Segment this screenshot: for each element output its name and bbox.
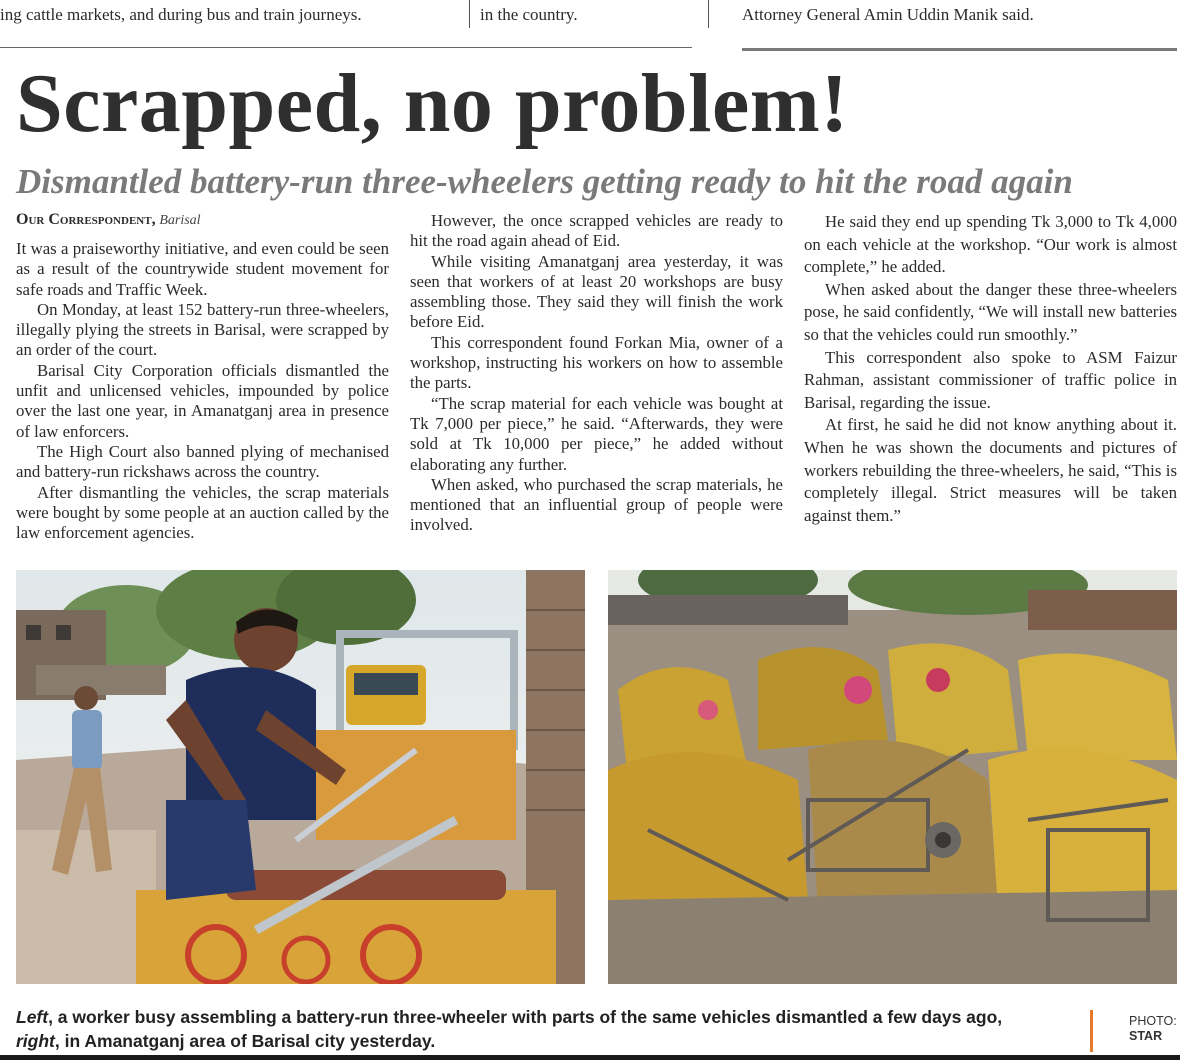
credit-divider-bar xyxy=(1090,1010,1093,1052)
section-rule xyxy=(0,47,692,48)
article-paragraph: When asked, who purchased the scrap materials, he mentioned that an influential group of people were involved. xyxy=(410,474,783,535)
photo-caption xyxy=(16,1005,1016,1053)
headline: Scrapped, no problem! xyxy=(16,57,849,150)
caption-left-word: Left xyxy=(16,1007,49,1027)
caption-right-word: right xyxy=(16,1031,55,1051)
column-divider xyxy=(469,0,470,28)
photo-credit xyxy=(1129,1014,1177,1044)
byline xyxy=(16,210,389,231)
article-paragraph: While visiting Amanatganj area yesterday, it was seen that workers of at least 20 workshops are busy assembling those. They said they will finish the work before Eid. xyxy=(410,251,783,332)
article-paragraph: At first, he said he did not know anything about it. When he was shown the documents and pictures of workers rebuilding the three-wheelers, he said, “This is completely illegal. Strict measures will be taken against them.” xyxy=(804,415,1177,525)
article-column-2 xyxy=(410,211,783,536)
article-paragraph: However, the once scrapped vehicles are ready to hit the road again ahead of Eid. xyxy=(410,211,783,251)
prev-article-snippet-right: Attorney General Amin Uddin Manik said. xyxy=(742,5,1034,24)
subheadline: Dismantled battery-run three-wheelers getting ready to hit the road again xyxy=(16,162,1073,201)
photo-worker-assembling xyxy=(16,570,585,984)
caption-part-2: , in Amanatganj area of Barisal city yesterday. xyxy=(54,1031,436,1051)
photo-worker-illustration xyxy=(16,570,585,984)
article-paragraph: Barisal City Corporation officials dismantled the unfit and unlicensed vehicles, impounded by police over the last one year, in Amanatganj area in presence of law enforcers. xyxy=(16,360,389,441)
article-paragraph: It was a praiseworthy initiative, and even could be seen as a result of the countrywide student movement for safe roads and Traffic Week. xyxy=(16,239,389,299)
article-paragraph: When asked about the danger these three-wheelers pose, he said confidently, “We will install new batteries so that the vehicles could run smoothly.” xyxy=(804,279,1177,344)
article-paragraph: He said they end up spending Tk 3,000 to Tk 4,000 on each vehicle at the workshop. “Our work is almost complete,” he added. xyxy=(804,212,1177,277)
byline-author: Our Correspondent, xyxy=(16,211,156,228)
section-rule xyxy=(742,48,1177,51)
article-column-1 xyxy=(16,210,389,543)
caption-part-1: , a worker busy assembling a battery-run three-wheeler with parts of the same vehicles dismantled a few days ago, xyxy=(48,1007,1003,1027)
article-paragraph: This correspondent found Forkan Mia, owner of a workshop, instructing his workers on how to assemble the parts. xyxy=(410,332,783,393)
prev-article-snippet-middle: in the country. xyxy=(480,5,578,24)
prev-article-snippet-left: ing cattle markets, and during bus and train journeys. xyxy=(0,5,362,24)
photo-credit-label: PHOTO: xyxy=(1129,1014,1177,1028)
article-column-3 xyxy=(804,211,1177,527)
article-paragraph: “The scrap material for each vehicle was bought at Tk 7,000 per piece,” he said. “Afterwards, they were sold at Tk 10,000 per piece,” he added without elaborating any further. xyxy=(410,393,783,474)
byline-location: Barisal xyxy=(159,213,201,228)
article-paragraph: On Monday, at least 152 battery-run three-wheelers, illegally plying the streets in Barisal, were scrapped by an order of the court. xyxy=(16,299,389,360)
photo-credit-source: STAR xyxy=(1129,1029,1163,1043)
column-divider xyxy=(708,0,709,28)
photo-scrap-illustration xyxy=(608,570,1177,984)
photo-scrap-pile xyxy=(608,570,1177,984)
article-paragraph: After dismantling the vehicles, the scrap materials were bought by some people at an auction called by the law enforcement agencies. xyxy=(16,482,389,543)
page-bottom-rule xyxy=(0,1055,1180,1060)
article-paragraph: This correspondent also spoke to ASM Faizur Rahman, assistant commissioner of traffic police in Barisal, regarding the issue. xyxy=(804,347,1177,412)
article-paragraph: The High Court also banned plying of mechanised and battery-run rickshaws across the country. xyxy=(16,441,389,482)
